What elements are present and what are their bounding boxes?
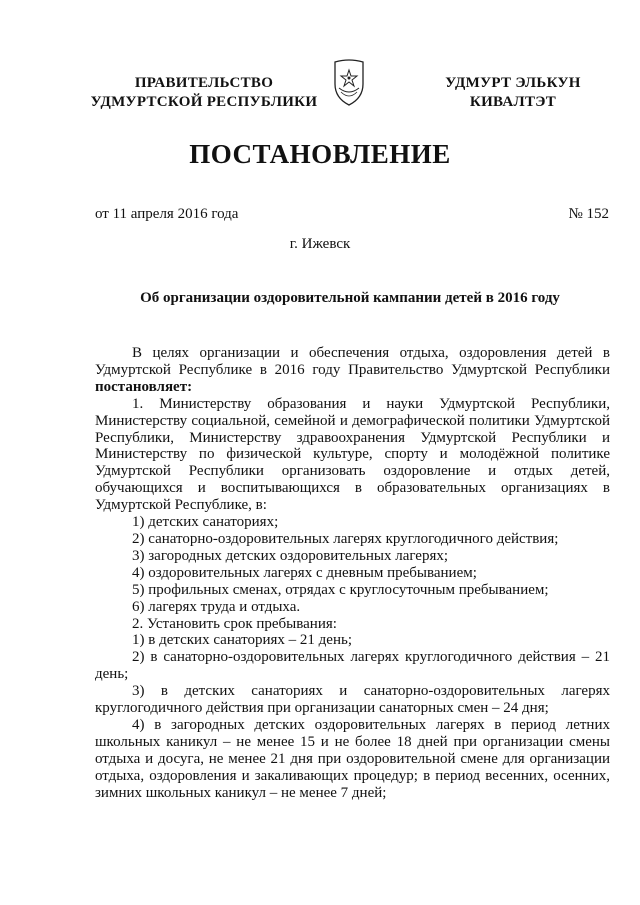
government-name-udmurt-line2: КИВАЛТЭТ	[469, 94, 557, 110]
preamble-paragraph	[95, 345, 610, 396]
government-name-udmurt-line1: УДМУРТ ЭЛЬКУН	[445, 75, 581, 91]
item-2-list-entry: 4) в загородных детских оздоровительных лагерях в период летних школьных каникул – не менее 15 и не более 18 дней при организации смены отдыха и досуга, не менее 21 дня при оздоровительной смене для организации отдыха, оздоровления и закаливающих процедур; в период весенних, осенних, зимних школьных каникул – не менее 7 дней;	[95, 716, 610, 801]
document-number: № 152	[568, 206, 609, 222]
item-1-list-entry: 2) санаторно-оздоровительных лагерях круглогодичного действия;	[132, 530, 559, 547]
government-name-line1: ПРАВИТЕЛЬСТВО	[134, 75, 274, 91]
item-1-list-entry: 3) загородных детских оздоровительных лагерях;	[132, 547, 449, 564]
document-city: г. Ижевск	[289, 236, 351, 252]
item-2-paragraph: 2. Установить срок пребывания:	[132, 615, 337, 632]
item-2-list-entry: 2) в санаторно-оздоровительных лагерях круглогодичного действия – 21 день;	[95, 649, 610, 683]
item-1-list-entry: 6) лагерях труда и отдыха.	[132, 598, 301, 615]
coat-of-arms-icon	[329, 58, 369, 108]
item-2-list-entry: 1) в детских санаториях – 21 день;	[132, 632, 352, 649]
item-2-list-entry: 3) в детских санаториях и санаторно-оздоровительных лагерях круглогодичного действия при организации санаторных смен – 24 дня;	[95, 683, 610, 717]
item-1-paragraph: 1. Министерству образования и науки Удмуртской Республики, Министерству социальной, семейной и демографической политики Удмуртской Республики, Министерству здравоохранения Удмуртской Республики и Министерству по физической культуре, спорту и молодёжной политике Удмуртской Республики организовать оздоровление и отдых детей, обучающихся и воспитывающихся в образовательных организациях в Удмуртской Республике, в:	[95, 395, 610, 514]
document-title: ПОСТАНОВЛЕНИЕ	[189, 139, 451, 169]
item-1-list-entry: 1) детских санаториях;	[132, 514, 279, 531]
government-name-udmurt	[428, 74, 598, 112]
government-name-russian	[84, 74, 324, 112]
item-1-list-entry: 5) профильных сменах, отрядах с круглосуточным пребыванием;	[132, 581, 549, 598]
decree-word: постановляет:	[95, 378, 193, 395]
document-body	[95, 345, 610, 801]
document-date: от 11 апреля 2016 года	[95, 206, 239, 222]
document-subject: Об организации оздоровительной кампании детей в 2016 году	[140, 290, 560, 306]
item-1-list-entry: 4) оздоровительных лагерях с дневным пребыванием;	[132, 564, 477, 581]
preamble-text: В целях организации и обеспечения отдыха, оздоровления детей в Удмуртской Республике в 2016 году Правительство Удмуртской Республики	[95, 345, 610, 378]
government-name-line2: УДМУРТСКОЙ РЕСПУБЛИКИ	[90, 94, 318, 110]
